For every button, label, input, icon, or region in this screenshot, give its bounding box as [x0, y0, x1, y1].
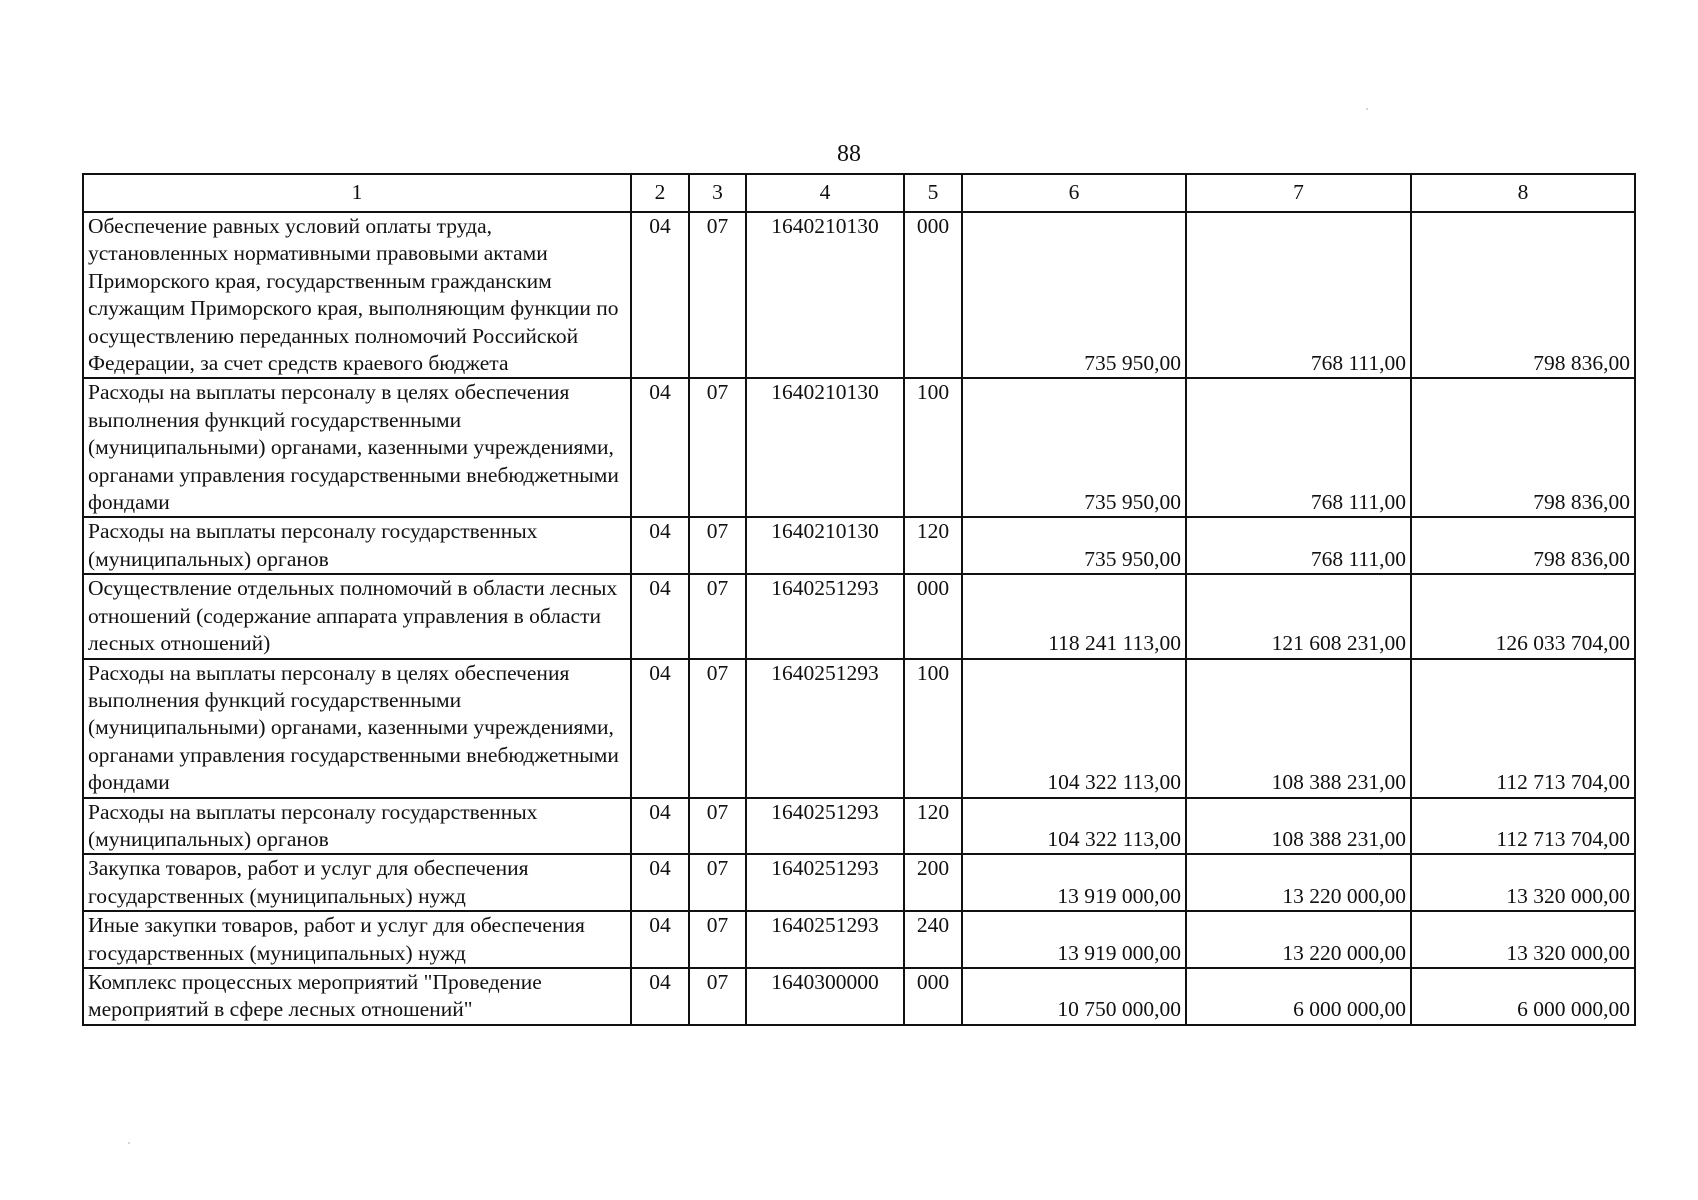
subsection-code-cell: 07: [689, 517, 746, 574]
expense-type-cell: 100: [904, 378, 962, 517]
expense-type-cell: 000: [904, 574, 962, 658]
amount-col7-cell: 6 000 000,00: [1186, 968, 1411, 1025]
column-header: 4: [746, 174, 904, 212]
subsection-code-cell: 07: [689, 798, 746, 855]
target-article-cell: 1640251293: [746, 798, 904, 855]
section-code-cell: 04: [631, 911, 689, 968]
subsection-code-cell: 07: [689, 854, 746, 911]
column-header: 1: [83, 174, 631, 212]
subsection-code-cell: 07: [689, 378, 746, 517]
amount-col8-cell: 112 713 704,00: [1411, 659, 1635, 798]
amount-col7-cell: 13 220 000,00: [1186, 911, 1411, 968]
section-code-cell: 04: [631, 798, 689, 855]
table-row: [83, 659, 1635, 798]
expense-name-cell: Осуществление отдельных полномочий в области лесных отношений (содержание аппарата управления в области лесных отношений): [83, 574, 631, 658]
subsection-code-cell: 07: [689, 574, 746, 658]
amount-col8-cell: 13 320 000,00: [1411, 911, 1635, 968]
amount-col6-cell: 118 241 113,00: [962, 574, 1186, 658]
amount-col6-cell: 10 750 000,00: [962, 968, 1186, 1025]
expense-name-cell: Расходы на выплаты персоналу в целях обеспечения выполнения функций государственными (муниципальными) органами, казенными учреждениями, органами управления государственными внебюджетными фондами: [83, 659, 631, 798]
expense-name-cell: Комплекс процессных мероприятий "Проведение мероприятий в сфере лесных отношений": [83, 968, 631, 1025]
target-article-cell: 1640300000: [746, 968, 904, 1025]
amount-col6-cell: 735 950,00: [962, 378, 1186, 517]
expense-name-cell: Расходы на выплаты персоналу государственных (муниципальных) органов: [83, 517, 631, 574]
amount-col8-cell: 798 836,00: [1411, 212, 1635, 378]
amount-col6-cell: 104 322 113,00: [962, 659, 1186, 798]
amount-col8-cell: 798 836,00: [1411, 517, 1635, 574]
expense-name-cell: Расходы на выплаты персоналу в целях обеспечения выполнения функций государственными (муниципальными) органами, казенными учреждениями, органами управления государственными внебюджетными фондами: [83, 378, 631, 517]
budget-table: [82, 173, 1636, 1026]
scan-speck: [128, 1142, 130, 1144]
section-code-cell: 04: [631, 574, 689, 658]
amount-col8-cell: 798 836,00: [1411, 378, 1635, 517]
amount-col7-cell: 108 388 231,00: [1186, 659, 1411, 798]
column-header: 6: [962, 174, 1186, 212]
column-number-row: [83, 174, 1635, 212]
table-row: [83, 574, 1635, 658]
expense-name-cell: Закупка товаров, работ и услуг для обеспечения государственных (муниципальных) нужд: [83, 854, 631, 911]
expense-type-cell: 000: [904, 968, 962, 1025]
column-header: 3: [689, 174, 746, 212]
table-row: [83, 378, 1635, 517]
amount-col6-cell: 735 950,00: [962, 212, 1186, 378]
target-article-cell: 1640251293: [746, 574, 904, 658]
section-code-cell: 04: [631, 378, 689, 517]
amount-col8-cell: 126 033 704,00: [1411, 574, 1635, 658]
section-code-cell: 04: [631, 854, 689, 911]
amount-col8-cell: 6 000 000,00: [1411, 968, 1635, 1025]
subsection-code-cell: 07: [689, 659, 746, 798]
table-row: [83, 798, 1635, 855]
amount-col7-cell: 121 608 231,00: [1186, 574, 1411, 658]
expense-type-cell: 100: [904, 659, 962, 798]
target-article-cell: 1640251293: [746, 911, 904, 968]
column-header: 5: [904, 174, 962, 212]
column-header: 2: [631, 174, 689, 212]
amount-col6-cell: 13 919 000,00: [962, 854, 1186, 911]
page-number: 88: [837, 141, 861, 167]
amount-col7-cell: 768 111,00: [1186, 378, 1411, 517]
target-article-cell: 1640210130: [746, 212, 904, 378]
scan-speck: [1366, 108, 1368, 110]
target-article-cell: 1640210130: [746, 378, 904, 517]
expense-type-cell: 200: [904, 854, 962, 911]
expense-type-cell: 000: [904, 212, 962, 378]
table-row: [83, 968, 1635, 1025]
amount-col7-cell: 108 388 231,00: [1186, 798, 1411, 855]
amount-col6-cell: 104 322 113,00: [962, 798, 1186, 855]
column-header: 8: [1411, 174, 1635, 212]
expense-type-cell: 120: [904, 517, 962, 574]
amount-col7-cell: 768 111,00: [1186, 212, 1411, 378]
amount-col6-cell: 13 919 000,00: [962, 911, 1186, 968]
table-row: [83, 911, 1635, 968]
column-header: 7: [1186, 174, 1411, 212]
section-code-cell: 04: [631, 517, 689, 574]
expense-type-cell: 120: [904, 798, 962, 855]
target-article-cell: 1640210130: [746, 517, 904, 574]
amount-col8-cell: 13 320 000,00: [1411, 854, 1635, 911]
table-row: [83, 517, 1635, 574]
subsection-code-cell: 07: [689, 911, 746, 968]
amount-col6-cell: 735 950,00: [962, 517, 1186, 574]
subsection-code-cell: 07: [689, 968, 746, 1025]
subsection-code-cell: 07: [689, 212, 746, 378]
expense-name-cell: Расходы на выплаты персоналу государственных (муниципальных) органов: [83, 798, 631, 855]
section-code-cell: 04: [631, 212, 689, 378]
target-article-cell: 1640251293: [746, 854, 904, 911]
expense-name-cell: Иные закупки товаров, работ и услуг для обеспечения государственных (муниципальных) нужд: [83, 911, 631, 968]
expense-name-cell: Обеспечение равных условий оплаты труда, установленных нормативными правовыми актами Приморского края, государственным гражданским служащим Приморского края, выполняющим функции по осуществлению переданных полномочий Российской Федерации, за счет средств краевого бюджета: [83, 212, 631, 378]
target-article-cell: 1640251293: [746, 659, 904, 798]
amount-col7-cell: 13 220 000,00: [1186, 854, 1411, 911]
section-code-cell: 04: [631, 968, 689, 1025]
section-code-cell: 04: [631, 659, 689, 798]
amount-col8-cell: 112 713 704,00: [1411, 798, 1635, 855]
amount-col7-cell: 768 111,00: [1186, 517, 1411, 574]
table-row: [83, 854, 1635, 911]
expense-type-cell: 240: [904, 911, 962, 968]
table-row: [83, 212, 1635, 378]
